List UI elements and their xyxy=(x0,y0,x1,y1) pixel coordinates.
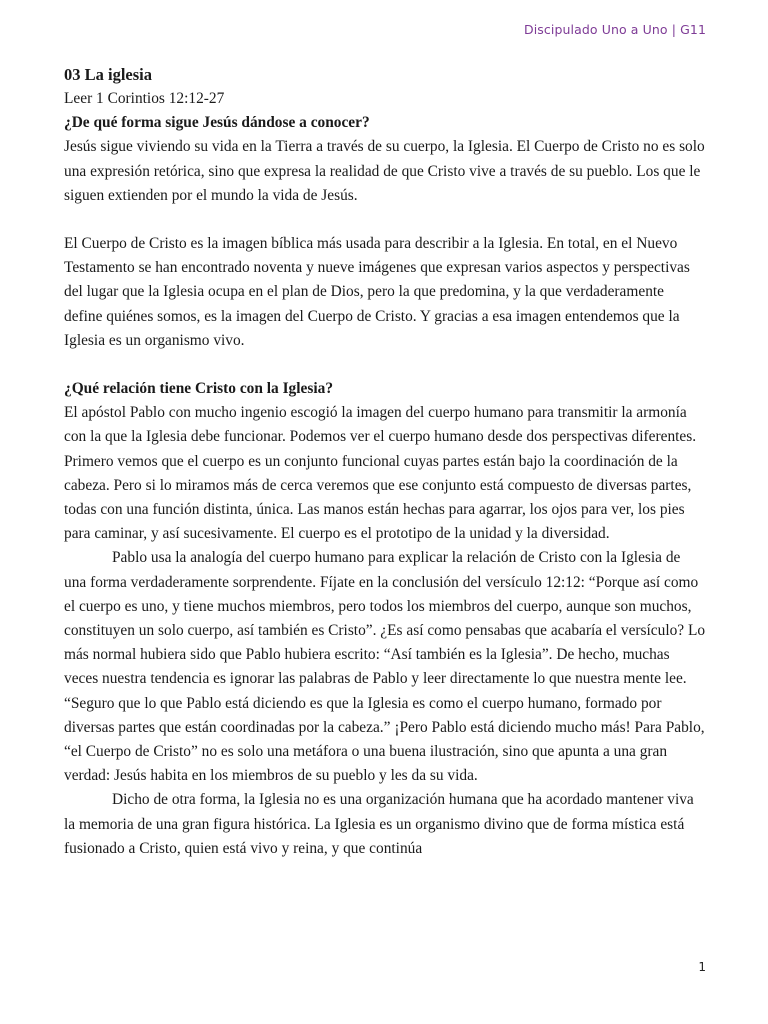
section-heading-2: ¿Qué relación tiene Cristo con la Iglesia? xyxy=(64,380,334,398)
paragraph: Jesús sigue viviendo su vida en la Tierra a través de su cuerpo, la Iglesia. El Cuerpo de Cristo no es solo una expresión retórica, sino que expresa la realidad de que Cristo vive a través de su pueblo. Los que le siguen extienden por el mundo la vida de Jesús. xyxy=(64,138,705,204)
page-header: Discipulado Uno a Uno | G11 xyxy=(524,22,706,37)
paragraph: El Cuerpo de Cristo es la imagen bíblica más usada para describir a la Iglesia. En total, en el Nuevo Testamento se han encontrado noventa y nueve imágenes que expresan varios aspectos y perspectivas del lugar que la Iglesia ocupa en el plan de Dios, pero la que predomina, y la que verdaderamente define quiénes somos, es la imagen del Cuerpo de Cristo. Y gracias a esa imagen entendemos que la Iglesia es un organismo vivo. xyxy=(64,235,690,349)
paragraph: El apóstol Pablo con mucho ingenio escogió la imagen del cuerpo humano para transmitir la armonía con la que la Iglesia debe funcionar. Podemos ver el cuerpo humano desde dos perspectivas diferentes. Primero vemos que el cuerpo es un conjunto funcional cuyas partes están bajo la coordinación de la cabeza. Pero si lo miramos más de cerca veremos que ese conjunto está compuesto de diversas partes, todas con una función distinta, única. Las manos están hechas para agarrar, los ojos para ver, los pies para caminar, y así sucesivamente. El cuerpo es el prototipo de la unidad y la diversidad. xyxy=(64,404,697,543)
reading-reference: Leer 1 Corintios 12:12-27 xyxy=(64,90,225,107)
section-heading-1: ¿De qué forma sigue Jesús dándose a conocer? xyxy=(64,114,370,132)
document-title: 03 La iglesia xyxy=(64,65,153,84)
paragraph: Dicho de otra forma, la Iglesia no es una organización humana que ha acordado mantener viva la memoria de una gran figura histórica. La Iglesia es un organismo divino que de forma mística está fusionado a Cristo, quien está vivo y reina, y que continúa xyxy=(64,791,694,857)
page-number: 1 xyxy=(698,960,706,974)
paragraph: Pablo usa la analogía del cuerpo humano para explicar la relación de Cristo con la Iglesia de una forma verdaderamente sorprendente. Fíjate en la conclusión del versículo 12:12: “Porque así como el cuerpo es uno, y tiene muchos miembros, pero todos los miembros del cuerpo, aunque son muchos, constituyen un solo cuerpo, así también es Cristo”. ¿Es así como pensabas que acabaría el versículo? Lo más normal hubiera sido que Pablo hubiera escrito: “Así también es la Iglesia”. De hecho, muchas veces nuestra tendencia es ignorar las palabras de Pablo y leer directamente lo que nuestra mente lee. “Seguro que lo que Pablo está diciendo es que la Iglesia es como el cuerpo humano, formado por diversas partes que están coordinadas por la cabeza.” ¡Pero Pablo está diciendo mucho más! Para Pablo, “el Cuerpo de Cristo” no es solo una metáfora o una buena ilustración, sino que apunta a una gran verdad: Jesús habita en los miembros de su pueblo y les da su vida. xyxy=(64,549,706,785)
document-body xyxy=(64,63,706,861)
